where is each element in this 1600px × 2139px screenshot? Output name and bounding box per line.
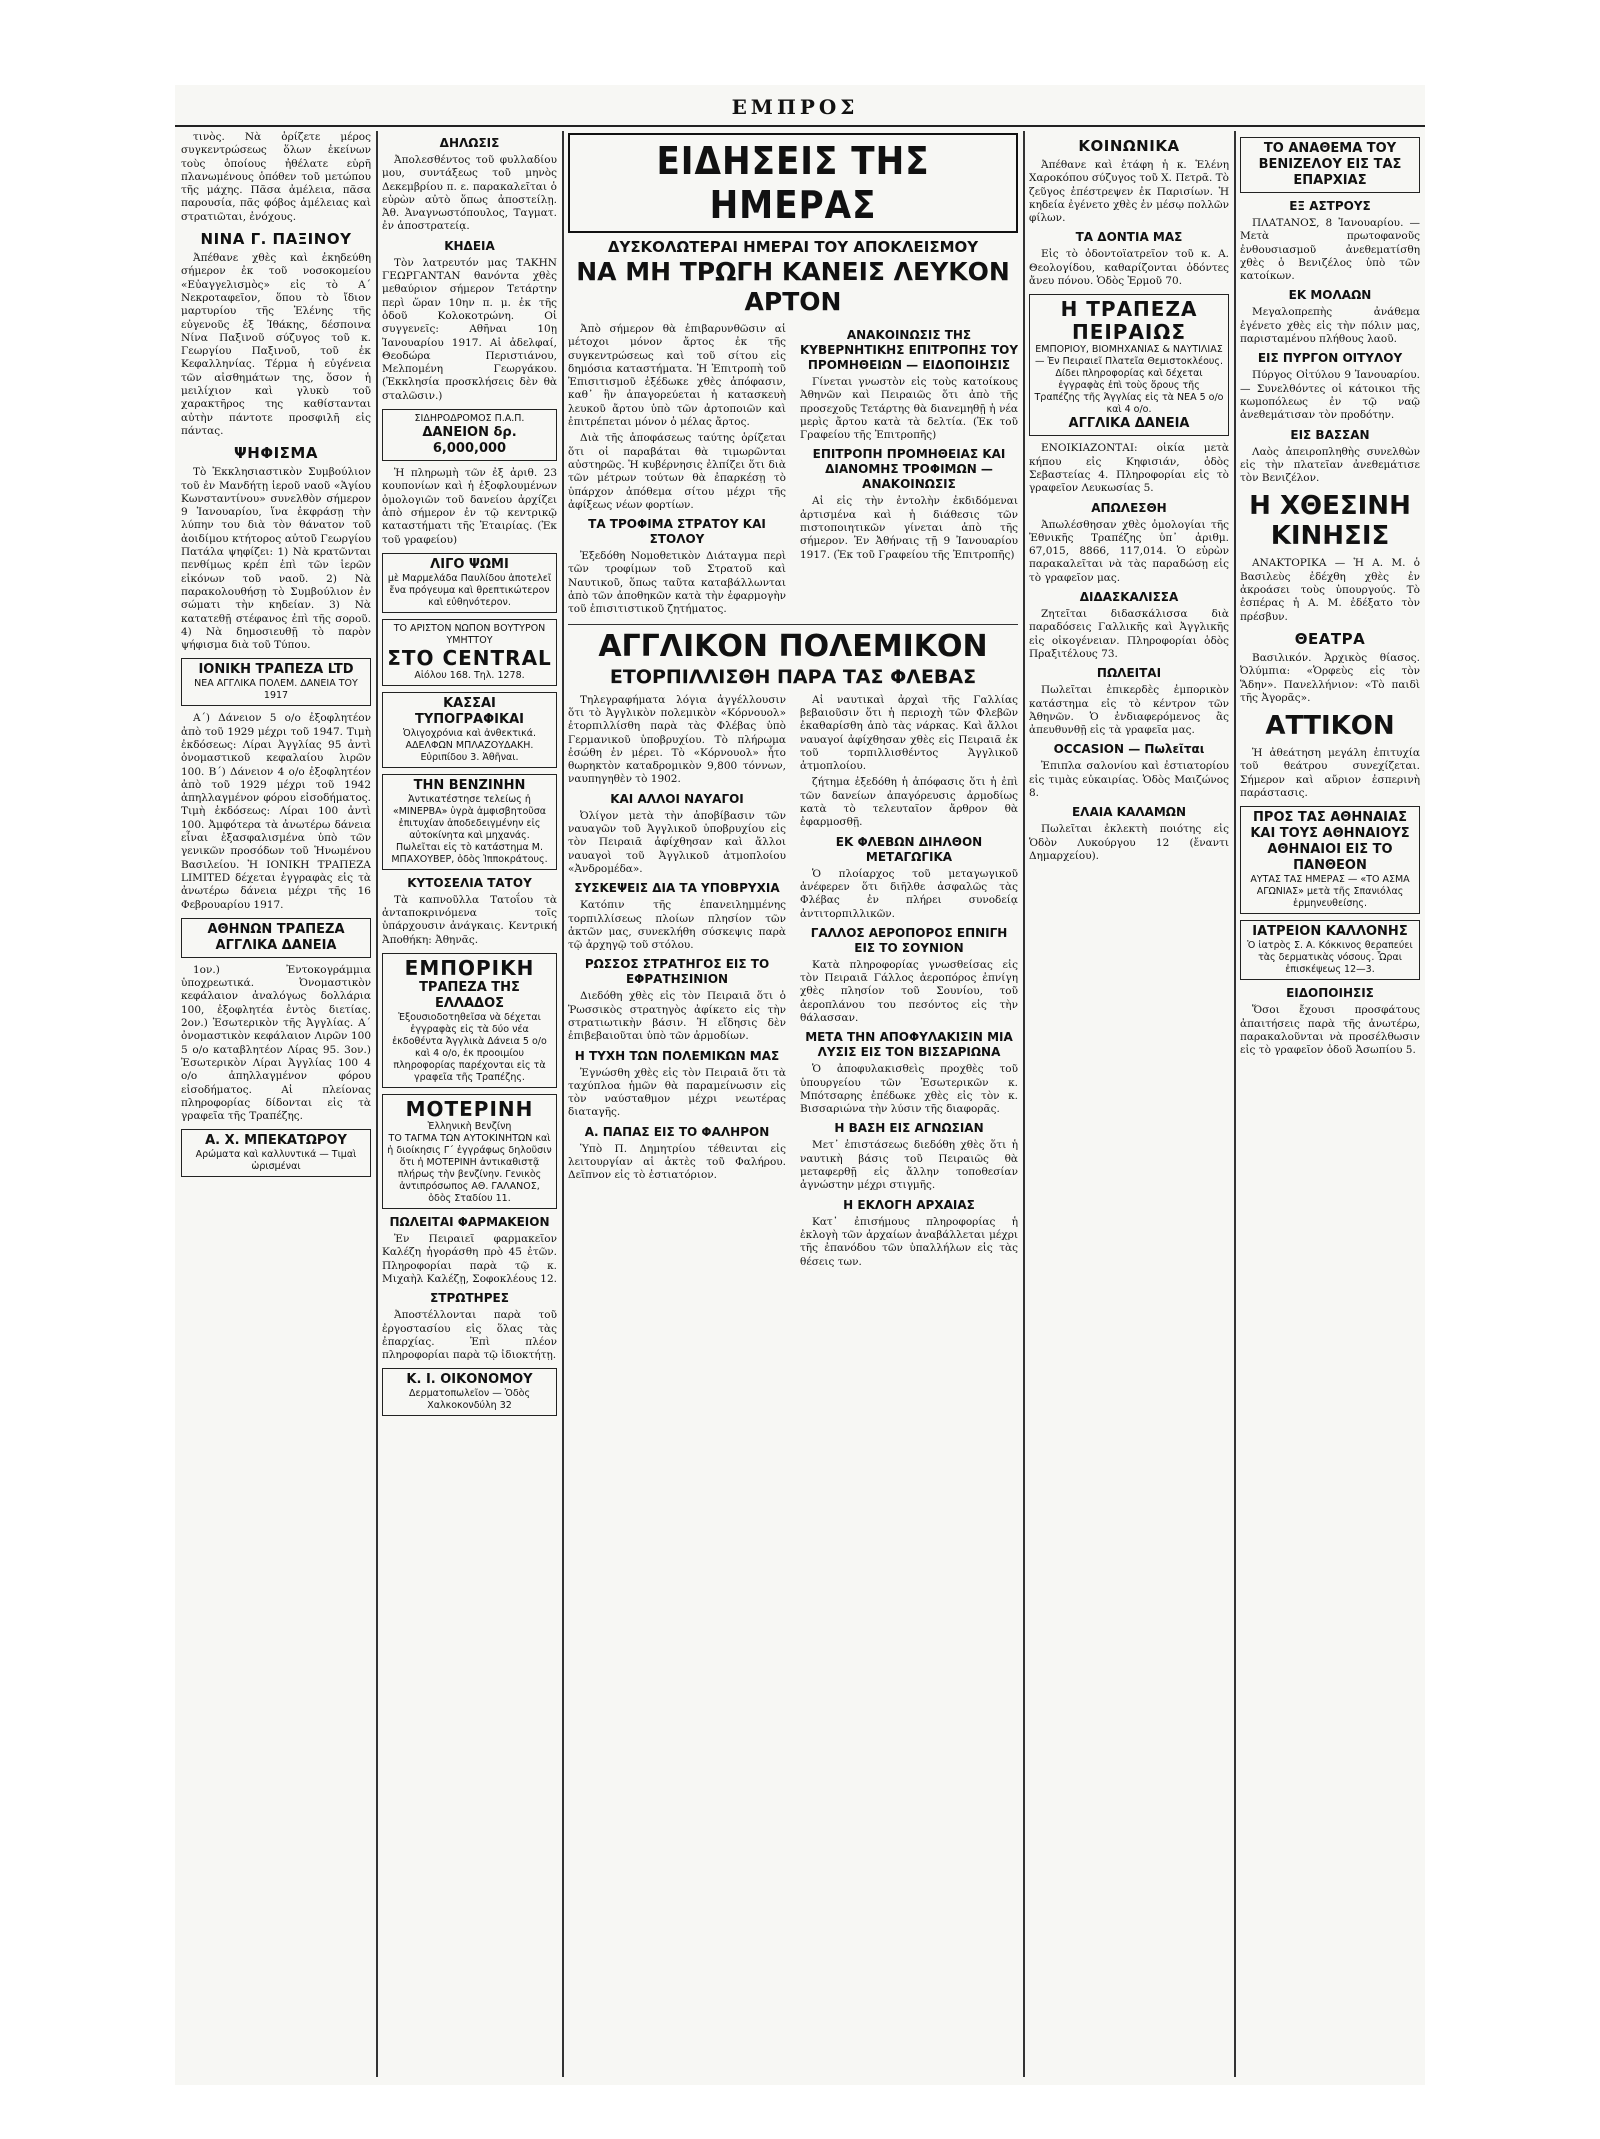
funeral-text: Τὸν λατρευτόν μας ΤΑΚΗΝ ΓΕΩΡΓΑΝΤΑΝ θανόντα χθὲς μεθαύριον σήμερον Τετάρτην περὶ ὥραν 10ην π. μ. ἐκ τῆς ὁδοῦ Κολοκοτρώνη. Οἱ συγγενεῖς: Αθῆναι 10ῃ Ἰανουαρίου 1917. Αἱ ἀδελφαί, Θεοδώρα Περιστιάνου, Μελπομένη Γεωργάκου. (Ἐκκλησία προσκλήσεις δὲν θὰ σταλῶσιν.) (382, 256, 557, 402)
athens-bank-title: ΑΘΗΝΩΝ ΤΡΑΠΕΖΑ (207, 921, 345, 937)
lead-deck-1: ΔΥΣΚΟΛΩΤΕΡΑΙ ΗΜΕΡΑΙ ΤΟΥ ΑΠΟΚΛΕΙΣΜΟΥ (607, 238, 979, 256)
teeth-text: Εἰς τὸ ὀδοντοϊατρεῖον τοῦ κ. Α. Θεολογίδου, καθαρίζονται ὀδόντες ἄνευ πόνου. Ὁδὸς Ἑρμοῦ 70. (1029, 248, 1229, 288)
railway-text: Ἡ πληρωμὴ τῶν ἐξ ἀριθ. 23 κουπονίων καὶ ἡ ἐξοφλουμένων ὁμολογιῶν τοῦ δανείου ἀρχίζει ἀπὸ σήμερον ἐν τῷ κεντρικῷ καταστήματι τῆς Ἑταιρίας. (Ἐκ τοῦ γραφείου) (382, 467, 557, 546)
fate-text: Ἐγνώσθη χθὲς εἰς τὸν Πειραιᾶ ὅτι τὰ ταχύπλοα ἡμῶν θὰ παραμείνωσιν εἰς τὸν ναύσταθμον μέχρι νεωτέρας διαταγῆς. (568, 1066, 786, 1119)
theatre-title: ΘΕΑΤΡΑ (1294, 629, 1366, 648)
news-block (568, 131, 1018, 2077)
ionian-bank-text: Α΄) Δάνειον 5 ο/ο ἐξοφλητέον ἀπὸ τοῦ 1929 μέχρι τοῦ 1947. Τιμὴ ἐκδόσεως: Λίραι Ἀγγλίας 95 ἀντὶ ὀνομαστικοῦ κεφαλαίου λιρῶν 100. Β΄) Δάνειον 4 ο/ο ἐξοφλητέον ἀπὸ τοῦ 1929 μέχρι τοῦ 1942 ἀπηλλαγμένον φόρου εἰσοδήματος. Τιμὴ ἐκδόσεως: Λίραι 100 ἀντὶ 100. Ἀμφότερα τὰ ἀνωτέρω δάνεια εἶναι ἐξασφαλισμένα ὑπὸ τῶν γενικῶν προσόδων τοῦ Ἡνωμένου Βασιλείου. Ἡ ΙΟΝΙΚΗ ΤΡΑΠΕΖΑ LIMITED δέχεται ἐγγραφὰς εἰς τὰ ἀνωτέρω δάνεια μέχρι τῆς 16 Φεβρουαρίου 1917. (181, 712, 371, 911)
supply-title: ΕΠΙΤΡΟΠΗ ΠΡΟΜΗΘΕΙΑΣ ΚΑΙ ΔΙΑΝΟΜΗΣ ΤΡΟΦΙΜΩΝ — ΑΝΑΚΟΙΝΩΣΙΣ (812, 447, 1006, 492)
army-text: Ἐξεδόθη Νομοθετικὸν Διάταγμα περὶ τῶν τροφίμων τοῦ Στρατοῦ καὶ Ναυτικοῦ, ὅπως ταῦτα καταβάλλωνται ἀπὸ τῶν ἀποθηκῶν κατὰ τὴν ἐφαρμογὴν τοῦ ἐπισιτιστικοῦ ζητήματος. (568, 550, 786, 616)
notice-text: Ἀπολεσθέντος τοῦ φυλλαδίου μου, συντάξεως τοῦ μηνὸς Δεκεμβρίου π. ε. παρακαλεῖται ὁ εὑρὼν αὐτὸ ὅπως ἀποστείλῃ. Ἀθ. Ἀναγνωστόπουλος, Ταγματ. ἐν ἀποστρατείᾳ. (382, 154, 557, 233)
athens-bank-subtitle: ΑΓΓΛΙΚΑ ΔΑΝΕΙΑ (215, 937, 337, 953)
pantheon-text: ΑΥΤΑΣ ΤΑΣ ΗΜΕΡΑΣ — «ΤΟ ΑΣΜΑ ΑΓΩΝΙΑΣ» μετὰ τῆς Σπανιόλας ἐρμηνευθείσης. (1250, 874, 1410, 910)
election-text: Κατ᾽ ἐπισήμους πληροφορίας ἡ ἐκλογὴ τῶν ἀρχαίων ἀναβάλλεται μέχρι τῆς ἐπανόδου τῶν ὑπαλλήλων εἰς τὰς θέσεις των. (800, 1215, 1018, 1268)
bekatorou-name: Α. Χ. ΜΠΕΚΑΤΩΡΟΥ (205, 1133, 347, 1149)
oikonomou-ad (382, 1368, 557, 1416)
column-1 (181, 131, 371, 2077)
piraeus-bank-subtitle: ΠΕΙΡΑΙΩΣ (1071, 320, 1187, 345)
teeth-title: ΤΑ ΔΟΝΤΙΑ ΜΑΣ (1075, 230, 1183, 245)
lost-text: Ἀπωλέσθησαν χθὲς ὀμολογίαι τῆς Ἐθνικῆς Τραπέζης ὑπ᾽ ἀριθμ. 67,015, 8866, 117,014. Ὁ εὑρὼν παρακαλεῖται νὰ τὰς παραδώσῃ εἰς τὸ γραφεῖον μας. (1029, 518, 1229, 584)
resolution-title: ΨΗΦΙΣΜΑ (234, 444, 318, 463)
column-rule (562, 131, 564, 2077)
shipwreck-title: ΚΑΙ ΑΛΛΟΙ ΝΑΥΑΓΟΙ (610, 791, 744, 806)
release-title: ΜΕΤΑ ΤΗΝ ΑΠΟΦΥΛΑΚΙΣΙΝ ΜΙΑ ΛΥΣΙΣ ΕΙΣ ΤΟΝ ΒΙΣΣΑΡΙΩΝΑ (805, 1030, 1013, 1060)
butter-store: ΣΤΟ CENTRAL (387, 645, 552, 670)
kidney-text: Τὰ καπνοῦλλα Τατοΐου τὰ ἀνταποκρινόμενα τοῖς ὑπάρχουσιν ἀνάγκαις. Κεντρική Ἀποθήκη: Ἀθηνᾶς. (382, 893, 557, 946)
commercial-bank-title: ΕΜΠΟΡΙΚΗ (404, 956, 535, 981)
commercial-bank-subtitle: ΤΡΑΠΕΖΑ ΤΗΣ ΕΛΛΑΔΟΣ (419, 980, 520, 1012)
moterini-title: ΜΟΤΕΡΙΝΗ (405, 1097, 534, 1122)
theatre-text: Βασιλικόν. Ἀρχικὸς θίασος. Ὀλύμπια: «Ὁρφεὺς εἰς τὸν Ἅδην». Πανελλήνιον: «Τὸ παιδὶ τῆς Ἀγορᾶς». (1240, 651, 1420, 704)
release-text: Ὁ ἀποφυλακισθεὶς προχθὲς τοῦ ὑπουργείου τῶν Ἐσωτερικῶν κ. Μπότσαρης ἐπέδωκε χθὲς εἰς τὸν κ. Βισσαριώνα τὴν λύσιν τῆς διαφορᾶς. (800, 1063, 1018, 1116)
bread-title: ΛΙΓΟ ΨΩΜΙ (430, 556, 509, 572)
gov-text: Γίνεται γνωστὸν εἰς τοὺς κατοίκους Ἀθηνῶν καὶ Πειραιῶς ὅτι ἀπὸ τῆς προσεχοῦς Τετάρτης θὰ διανεμηθῇ ἡ νέα μερὶς ἄρτου κατὰ τὰ δελτία. (Ἐκ τοῦ Γραφείου τῆς Ἐπιτροπῆς) (800, 376, 1018, 442)
airman-title: ΓΑΛΛΟΣ ΑΕΡΟΠΟΡΟΣ ΕΠΝΙΓΗ ΕΙΣ ΤΟ ΣΟΥΝΙΟΝ (810, 925, 1008, 955)
bekatorou-ad (181, 1129, 371, 1177)
pyrgos-title: ΕΙΣ ΠΥΡΓΟΝ ΟΙΤΥΛΟΥ (1257, 351, 1403, 366)
safes-ad (382, 692, 557, 768)
molaon-title: ΕΚ ΜΟΛΑΩΝ (1288, 288, 1372, 303)
petrol-ad (382, 774, 557, 870)
election-title: Η ΕΚΛΟΓΗ ΑΡΧΑΙΑΣ (843, 1197, 975, 1212)
commercial-bank-text: Ἐξουσιοδοτηθεῖσα νὰ δέχεται ἐγγραφὰς εἰς τὰ δύο νέα ἐκδοθέντα Ἀγγλικὰ Δάνεια 5 ο/ο καὶ 4 ο/ο, ἐκ προοιμίου πληροφορίας παρέχονται εἰς τὰ γραφεῖα τῆς Τραπέζης. (392, 1012, 547, 1084)
piraeus-bank-title: Η ΤΡΑΠΕΖΑ (1060, 297, 1198, 322)
war-text-b: Αἱ ναυτικαὶ ἀρχαὶ τῆς Γαλλίας βεβαιοῦσιν ὅτι ἡ περιοχὴ τῶν Φλεβῶν ἐκαθαρίσθη ἀπὸ τὰς νάρκας. Καὶ ἄλλοι ναυαγοί ἀφίχθησαν χθὲς εἰς Πειραιᾶ ἐκ τοῦ τορπιλλισθέντος Ἀγγλικοῦ ἀτμοπλοίου. (800, 693, 1018, 773)
butter-ad (382, 619, 557, 686)
notice2-title: ΕΙΔΟΠΟΙΗΣΙΣ (1286, 986, 1374, 1001)
ionian-bank-title: ΙΟΝΙΚΗ ΤΡΑΠΕΖΑ LTD (198, 662, 354, 678)
gov-title: ΑΝΑΚΟΙΝΩΣΙΣ ΤΗΣ ΚΥΒΕΡΝΗΤΙΚΗΣ ΕΠΙΤΡΟΠΗΣ ΤΟΥ ΠΡΟΜΗΘΕΙΩΝ — ΕΙΔΟΠΟΙΗΣΙΣ (800, 328, 1018, 372)
occasion-text: Ἐπιπλα σαλονίου καὶ ἐστιατορίου εἰς τιμὰς εὐκαιρίας. Ὁδὸς Μαιζώνος 8. (1029, 760, 1229, 800)
pharmacy-title: ΠΩΛΕΙΤΑΙ ΦΑΡΜΑΚΕΙΟΝ (389, 1215, 550, 1230)
war-subheadline: ΕΤΟΡΠΙΛΛΙΣΘΗ ΠΑΡΑ ΤΑΣ ΦΛΕΒΑΣ (609, 665, 977, 688)
column-5 (1029, 131, 1229, 2077)
concert-text: Ὑπὸ Π. Δημητρίου τέθεινται εἰς λειτουργίαν αἱ ἀκτὲς τοῦ Φαλήρου. Δεῖπνον εἰς τὸ ἑστιατόριον. (568, 1142, 786, 1182)
olives-title: ΕΛΑΙΑ ΚΑΛΑΜΩΝ (1071, 805, 1187, 820)
fate-title: Η ΤΥΧΗ ΤΩΝ ΠΟΛΕΜΙΚΩΝ ΜΑΣ (574, 1048, 780, 1063)
rent-text: ΕΝΟΙΚΙΑΖΟΝΤΑΙ: οἰκία μετὰ κήπου εἰς Κηφισιάν, ὁδὸς Σεβαστείας 4. Πληροφορίαι εἰς τὸ γραφεῖον Λευκωσίας 5. (1029, 442, 1229, 495)
russian-title: ΡΩΣΣΟΣ ΣΤΡΑΤΗΓΟΣ ΕΙΣ ΤΟ ΕΦΡΑΤΗΣΙΝΙΟΝ (584, 957, 770, 987)
base-text: Μετ᾽ ἐπιστάσεως διεδόθη χθὲς ὅτι ἡ ναυτικὴ βάσις τοῦ Πειραιῶς θὰ μεταφερθῇ εἰς ἄλλην τοποθεσίαν ἀγνώστην μέχρι στιγμῆς. (800, 1139, 1018, 1192)
war-columns (568, 694, 1018, 1272)
pharmacy-text: Ἐν Πειραιεῖ φαρμακεῖον Καλέζη ἠγοράσθη πρὸ 45 ἐτῶν. Πληροφορίαι παρὰ τῷ κ. Μιχαὴλ Καλέζῃ, Σοφοκλέους 12. (382, 1233, 557, 1285)
molaon-text: Μεγαλοπρεπὴς ἀνάθεμα ἐγένετο χθὲς εἰς τὴν πόλιν μας, παρισταμένου πλήθους λαοῦ. (1240, 306, 1420, 346)
moterini-subtitle: Ἑλληνικὴ Βενζίνη (427, 1121, 512, 1133)
bulletin-title: ΤΟ ΑΝΑΘΕΜΑ ΤΟΥ ΒΕΝΙΖΕΛΟΥ ΕΙΣ ΤΑΣ ΕΠΑΡΧΙΑΣ (1258, 141, 1402, 188)
piraeus-bank-text: ΕΜΠΟΡΙΟΥ, ΒΙΟΜΗΧΑΝΙΑΣ & ΝΑΥΤΙΛΙΑΣ — Ἐν Πειραιεῖ Πλατεῖα Θεμιστοκλέους. Δίδει πληροφορίας καὶ δέχεται ἐγγραφὰς ἐπὶ τοὺς ὅρους τῆς Τραπέζης τῆς Ἀγγλίας εἰς τὰ ΝΕΑ 5 ο/ο καὶ 4 ο/ο. (1034, 344, 1224, 416)
attikon-text: Ἡ ἀθεάτηση μεγάλη ἐπιτυχία τοῦ θεάτρου συνεχίζεται. Σήμερον καὶ αὔριον ἐσπερινὴ παράστασις. (1240, 747, 1420, 800)
safes-title: ΚΑΣΣΑΙ ΤΥΠΟΓΡΑΦΙΚΑΙ (415, 695, 524, 727)
continuation-text: ζήτημα ἐξεδόθη ἡ ἀπόφασις ὅτι ἡ ἐπὶ τῶν δανείων ἀπαγόρευσις ἀρμοδίως κατὰ τὸ τελευταῖον ἄρθρον θὰ ἐφαρμοσθῇ. (800, 776, 1018, 829)
social-text: Ἀπέθανε καὶ ἐτάφη ἡ κ. Ἑλένη Χαροκόπου σύζυγος τοῦ Χ. Πετρᾶ. Τὸ ζεῦγος ἐπέστρεψεν ἐκ Παρισίων. Ἡ κηδεία ἐγένετο χθὲς ἐν μέσῳ πολλῶν φίλων. (1029, 159, 1229, 225)
clinic-text: Ὁ ἰατρὸς Σ. Α. Κόκκινος θεραπεύει τὰς δερματικὰς νόσους. Ὧραι ἐπισκέψεως 12—3. (1247, 940, 1413, 976)
butter-address: Αἰόλου 168. Τηλ. 1278. (414, 669, 525, 681)
bulletin-text: ΠΛΑΤΑΝΟΣ, 8 Ἰανουαρίου. — Μετὰ πρωτοφανοῦς ἐνθουσιασμοῦ ἀνεθεματίσθη χθὲς ὁ Βενιζέλος ὑπὸ τῶν κατοίκων. (1240, 217, 1420, 283)
clinic-title: ΙΑΤΡΕΙΟΝ ΚΑΛΛΟΝΗΣ (1252, 924, 1408, 940)
petrol-text: Ἀντικατέστησε τελείως ἡ «ΜΙΝΕΡΒΑ» ὑγρὰ ἀμφισβητοῦσα ἐπιτυχίαν ἀποδεδειγμένην εἰς αὐτοκίνητα καὶ μηχανάς. Πωλεῖται εἰς τὸ κατάστημα Μ. ΜΠΑΧΟΥΒΕΡ, ὁδὸς Ἱπποκράτους. (391, 793, 548, 865)
olives-text: Πωλεῖται ἐκλεκτὴ ποιότης εἰς Ὁδὸν Λυκούργου 12 (ἔναντι Δημαρχείου). (1029, 823, 1229, 862)
railway-ad (382, 409, 557, 461)
petrol-title: ΤΗΝ ΒΕΝΖΙΝΗΝ (413, 777, 526, 793)
oikonomou-title: Κ. Ι. ΟΙΚΟΝΟΜΟΥ (406, 1372, 533, 1388)
moterini-text: ΤΟ ΤΑΓΜΑ ΤΩΝ ΑΥΤΟΚΙΝΗΤΩΝ καὶ ἡ διοίκησις Γ΄ ἐγγράφως δηλοῦσιν ὅτι ἡ ΜΟΤΕΡΙΝΗ ἀντικαθιστᾷ πλήρως τὴν βενζίνην. Γενικὸς ἀντιπρόσωπος ΑΘ. ΓΑΛΑΝΟΣ, ὁδὸς Σταδίου 11. (387, 1133, 552, 1205)
butter-title: ΤΟ ΑΡΙΣΤΟΝ ΝΩΠΟΝ ΒΟΥΤΥΡΟΝ ΥΜΗΤΤΟΥ (393, 622, 546, 646)
notice2-text: Ὅσοι ἔχουσι προσφάτους ἀπαιτήσεις παρὰ τῆς ἀνωτέρω, παρακαλοῦνται νὰ προσέλθωσιν εἰς τὸ γραφεῖον ὁδοῦ Ἀσωπίου 5. (1240, 1004, 1420, 1057)
corset-title: ΣΤΡΩΤΗΡΕΣ (430, 1291, 509, 1306)
moterini-ad (382, 1094, 557, 1209)
russian-text: Διεδόθη χθὲς εἰς τὸν Πειραιᾶ ὅτι ὁ Ῥωσσικὸς στρατηγὸς ἀφίκετο εἰς τὴν στρατιωτικὴν βάσιν. Ἡ εἴδησις δὲν ἐπιβεβαιοῦται ὑπὸ τῶν ἀρμοδίων. (568, 990, 786, 1043)
column-rule (1234, 131, 1236, 2077)
column-2 (382, 131, 557, 2077)
commercial-bank-ad (382, 953, 557, 1088)
divider (568, 624, 1018, 625)
safes-text: Ὀλιγοχρόνια καὶ ἀνθεκτικά. ΑΔΕΛΦΩΝ ΜΠΛΑΖΟΥΔΑΚΗ. Εὐριπίδου 3. Ἀθῆναι. (402, 727, 537, 763)
pantheon-ad (1240, 806, 1420, 914)
yesterday-text: ΑΝΑΚΤΟΡΙΚΑ — Ἡ Α. Μ. ὁ Βασιλεὺς ἐδέχθη χθὲς ἐν ἀκροάσει τοὺς ὑπουργούς. Τὸ ἐσπέρας ἡ Α. Μ. ἐδέξατο τὸν πρέσβυν. (1240, 557, 1420, 623)
resolution-text: Τὸ Ἐκκλησιαστικὸν Συμβούλιον τοῦ ἐν Μανδήτῃ ἱεροῦ ναοῦ «Ἁγίου Κωνσταντίνου» συνελθὸν σήμερον 9 Ἰανουαρίου, ἵνα ἐκφράσῃ τὴν λύπην του διὰ τὸν θάνατον τοῦ ἀοιδίμου κτήτορος αὐτοῦ Γεωργίου Πατάλα ψηφίζει: 1) Νὰ κρατῶνται πενθίμως κρέπ ἐπὶ τῶν ἱερῶν εἰκόνων τοῦ ναοῦ. 2) Νὰ παρακολουθήσῃ τὸ Συμβούλιον ἐν σώματι τὴν κηδείαν. 3) Νὰ κατατεθῇ στέφανος ἐπὶ τῆς σοροῦ. 4) Νὰ δημοσιευθῇ τὸ παρὸν ψήφισμα διὰ τοῦ Τύπου. (181, 466, 371, 652)
war-headline: ΑΓΓΛΙΚΟΝ ΠΟΛΕΜΙΚΟΝ (598, 628, 988, 664)
base-title: Η ΒΑΣΗ ΕΙΣ ΑΓΝΩΣΙΑΝ (834, 1121, 984, 1136)
news-banner: ΕΙΔΗΣΕΙΣ ΤΗΣ ΗΜΕΡΑΣ (568, 133, 1018, 233)
attikon-ad (1240, 711, 1420, 741)
social-title: ΚΟΙΝΩΝΙΚΑ (1078, 137, 1180, 155)
notice-title: ΔΗΛΩΣΙΣ (439, 136, 500, 150)
bulletin-box (1240, 137, 1420, 193)
yesterday-subtitle: ΚΙΝΗΣΙΣ (1270, 521, 1390, 552)
ionian-bank-ad (181, 658, 371, 706)
athens-bank-ad (181, 918, 371, 958)
pyrgos-text: Πύργος Οἰτύλου 9 Ἰανουαρίου. — Συνελθόντες οἱ κάτοικοι τῆς κωμοπόλεως ἐν τῷ ναῷ ἀνεθεμάτισαν τὸν προδότην. (1240, 369, 1420, 422)
bread-text: μὲ Μαρμελάδα Παυλίδου ἀποτελεῖ ἔνα πρόγευμα καὶ θρεπτικώτερον καὶ εὐθηνότερον. (387, 572, 552, 608)
sale-title: ΠΩΛΕΙΤΑΙ (1096, 666, 1162, 681)
occasion-title: OCCASION — Πωλεῖται (1053, 742, 1205, 757)
army-title: ΤΑ ΤΡΟΦΙΜΑ ΣΤΡΑΤΟΥ ΚΑΙ ΣΤΟΛΟΥ (588, 517, 766, 547)
vassa-text: Λαὸς ἀπειροπληθὴς συνελθὼν εἰς τὴν πλατεῖαν ἀνεθεμάτισε τὸν Βενιζέλον. (1240, 445, 1420, 485)
bread-ad (382, 553, 557, 613)
conference-text: Κατόπιν τῆς ἐπανειλημμένης τορπιλλίσεως πλοίων πλησίον τῶν ἀκτῶν μας, συνεκλήθη σύσκεψις παρὰ τῷ ἀρχηγῷ τοῦ στόλου. (568, 899, 786, 952)
lead-deck-2: ΝΑ ΜΗ ΤΡΩΓΗ ΚΑΝΕΙΣ ΛΕΥΚΟΝ ΑΡΤΟΝ (576, 257, 1010, 316)
teacher-title: ΔΙΔΑΣΚΑΛΙΣΣΑ (1079, 590, 1179, 605)
attikon-title: ΑΤΤΙΚΟΝ (1265, 711, 1395, 742)
bulletin-subtitle: ΕΞ ΑΣΤΡΟΥΣ (1289, 199, 1371, 213)
pantheon-subtitle: ΑΘΗΝΑΙΟΙ ΕΙΣ ΤΟ ΠΑΝΘΕΟΝ (1267, 842, 1393, 874)
corset-text: Ἀποστέλλονται παρὰ τοῦ ἐργοστασίου εἰς ὅλας τὰς ἐπαρχίας. Ἐπὶ πλέον πληροφορίαι παρὰ τῷ ἰδιοκτήτῃ. (382, 1309, 557, 1362)
bekatorou-sub: Αρώματα καὶ καλλυντικά — Τιμαὶ ὡρισμέναι (195, 1149, 357, 1173)
vassa-title: ΕΙΣ ΒΑΣΣΑΝ (1290, 427, 1370, 442)
lost-title: ΑΠΩΛΕΣΘΗ (1091, 500, 1167, 515)
oikonomou-text: Δερματοπωλεῖον — Ὁδὸς Χαλκοκονδύλη 32 (408, 1388, 531, 1412)
newspaper-page (175, 85, 1425, 2085)
piraeus-bank-ad (1029, 294, 1229, 436)
war-right (800, 694, 1018, 1272)
yesterday-title: Η ΧΘΕΣΙΝΗ (1249, 491, 1411, 522)
column-rule (376, 131, 378, 2077)
clinic-ad (1240, 920, 1420, 980)
pantheon-title: ΠΡΟΣ ΤΑΣ ΑΘΗΝΑΙΑΣ ΚΑΙ ΤΟΥΣ ΑΘΗΝΑΙΟΥΣ (1250, 810, 1410, 842)
soup-title: ΕΚ ΦΛΕΒΩΝ ΔΙΗΛΘΟΝ ΜΕΤΑΓΩΓΙΚΑ (835, 834, 983, 864)
war-left (568, 694, 786, 1272)
sale-text: Πωλεῖται ἐπικερδὲς ἐμπορικὸν κατάστημα εἰς τὸ κέντρον τῶν Ἀθηνῶν. Ὁ ἐνδιαφερόμενος ἂς ἀπευθυνθῇ εἰς τὰ γραφεῖα μας. (1029, 684, 1229, 737)
intro-text: τινὸς. Νὰ ὁρίζετε μέρος συγκεντρώσεως ὅλων ἐκείνων τοὺς ὁποίους ἠθέλατε εὑρῆ πλανωμένους ὁπόθεν τοῦ μετώπου τῆς μάχης. Πᾶσα ἀμέλεια, πᾶσα παρουσία, πᾶς φόβος ἀμέλειας καὶ στρατιῶται, ἐνόχους. (181, 131, 371, 223)
obituary-title: ΝΙΝΑ Γ. ΠΑΞΙΝΟΥ (200, 230, 352, 249)
railway-subtitle: ΔΑΝΕΙΟΝ δρ. 6,000,000 (422, 425, 517, 457)
piraeus-loans-title: ΑΓΓΛΙΚΑ ΔΑΝΕΙΑ (1068, 416, 1190, 432)
conference-title: ΣΥΣΚΕΨΕΙΣ ΔΙΑ ΤΑ ΥΠΟΒΡΥΧΙΑ (574, 881, 780, 896)
lead-text-a: Ἀπὸ σήμερον θὰ ἐπιβαρυνθῶσιν αἱ μέτοχοι μόνον ἄρτος ἐκ τῆς συγκεντρώσεως καὶ τοῦ σίτου εἰς δημόσια καταστήματα. Ἡ Ἐπιτροπὴ τοῦ Ἐπισιτισμοῦ ἐξέδωκε χθὲς ἀπόφασιν, καθ᾽ ἣν ἀπαγορεύεται ἡ κατασκευὴ λευκοῦ ἄρτου ὑπὸ τῶν ἀρτοποιῶν καὶ ἐπιτρέπεται μόνον ὁ μέλας ἄρτος. (568, 323, 786, 429)
teacher-text: Ζητεῖται διδασκάλισσα διὰ παραδόσεις Γαλλικῆς καὶ Ἀγγλικῆς εἰς οἰκογένειαν. Πληροφορίαι ὁδὸς Πραξιτέλους 73. (1029, 608, 1229, 660)
athens-bank-text: 1ον.) Ἐντοκογράμμια ὑποχρεωτικά. Ὀνομαστικὸν κεφάλαιον ἀναλόγως δολλάρια 100, ἐξοφλητέα ἐντὸς διετίας. 2ον.) Ἐσωτερικὸν τῆς Ἀγγλίας. Α΄ ὀνομαστικὸν κεφάλαιον Λιρῶν 100 5 ο/ο καταβλητέον Λίρας 95. 3ον.) Ἐσωτερικὸν Λίραι Ἀγγλίας 100 4 ο/ο ἀπηλλαγμένον φόρου εἰσοδήματος. Αἱ πλείονας πληροφορίας δίδονται εἰς τὰ γραφεῖα τῆς Τραπέζης. (181, 963, 371, 1123)
ionian-bank-subtitle: ΝΕΑ ΑΓΓΛΙΚΑ ΠΟΛΕΜ. ΔΑΝΕΙΑ ΤΟΥ 1917 (194, 678, 358, 702)
column-6 (1240, 131, 1420, 2077)
obituary-text: Ἀπέθανε χθὲς καὶ ἐκηδεύθη σήμερον ἐκ τοῦ νοσοκομείου «Εὐαγγελισμὸς» εἰς τὸ Α΄ Νεκροταφεῖον, ὅπου τὸ ἴδιον μαρτυρίου τῆς Ἐλένης τῆς εὐγενοῦς ἐξ Ἰθάκης, δέσποινα Νίνα Παξινοῦ σύζυγος τοῦ κ. Γεωργίου Παξινοῦ, τοῦ ἐκ Κεφαλληνίας. Τέρμα ἡ εὐγένεια τῶν αἰσθημάτων της, ὅσον ἡ μειλίχιον καὶ γλυκὺ τοῦ χαρακτῆρος της καθίστανται αὐτὴν πάντοτε προσφιλῆ εἰς πάντας. (181, 252, 371, 437)
lead-left (568, 323, 786, 620)
lead-right (800, 323, 1018, 620)
shipwreck-text: Ὀλίγον μετὰ τὴν ἀποβίβασιν τῶν ναυαγῶν τοῦ Ἀγγλικοῦ ὑποβρυχίου εἰς τὸν Πειραιᾶ ἀφίχθησαν καὶ ἄλλοι ναυαγοὶ τοῦ Ἀγγλικοῦ ἀτμοπλοίου «Ἀνδρομέδα». (568, 809, 786, 875)
soup-text: Ὁ πλοίαρχος τοῦ μεταγωγικοῦ ἀνέφερεν ὅτι διῆλθε ἀσφαλῶς τὰς Φλέβας ἐν πλήρει συνοδείᾳ ἀντιτορπιλλικῶν. (800, 867, 1018, 920)
railway-title: ΣΙΔΗΡΟΔΡΟΜΟΣ Π.Α.Π. (414, 413, 525, 425)
column-rule (1023, 131, 1025, 2077)
masthead-rule (175, 125, 1425, 127)
lead-text-b: Διὰ τῆς ἀποφάσεως ταύτης ὁρίζεται ὅτι οἱ παραβάται θὰ τιμωρῶνται αὐστηρῶς. Ἡ κυβέρνησις ἐλπίζει ὅτι διὰ τῶν μέτρων τούτων θὰ ἐπαρκέσῃ τὸ ὑπάρχον ἀπόθεμα σίτου μέχρι τῆς ἀφίξεως νέων φορτίων. (568, 432, 786, 511)
kidney-title: ΚΥΤΟΣΕΛΙΑ ΤΑΤΟΥ (407, 875, 532, 890)
concert-title: Α. ΠΑΠΑΣ ΕΙΣ ΤΟ ΦΑΛΗΡΟΝ (584, 1124, 770, 1139)
lead-columns (568, 323, 1018, 620)
funeral-title: ΚΗΔΕΙΑ (444, 238, 495, 253)
war-text-a: Τηλεγραφήματα λόγια ἀγγέλλουσιν ὅτι τὸ Ἀγγλικὸν πολεμικὸν «Κόρνουολ» ἐτορπιλλίσθη παρὰ τὰς Φλέβας ὑπὸ Γερμανικοῦ ὑποβρυχίου. Τὸ πλήρωμα ἐσώθη ἐν μέρει. Τὸ «Κόρνουολ» ἦτο θωρηκτὸν καταδρομικὸν 9,800 τόννων, ναυπηγηθὲν τὸ 1902. (568, 693, 786, 786)
supply-text: Αἱ εἰς τὴν ἐντολὴν ἐκδιδόμεναι ἀρτισμένα καὶ ἡ διάθεσις τῶν πιστοποιητικῶν γίνεται ἀπὸ τῆς σήμερον. Ἐν Ἀθήναις τῇ 9 Ἰανουαρίου 1917. (Ἐκ τοῦ Γραφείου τῆς Ἐπιτροπῆς) (800, 495, 1018, 561)
airman-text: Κατὰ πληροφορίας γνωσθείσας εἰς τὸν Πειραιᾶ Γάλλος ἀεροπόρος ἐπνίγη χθὲς πλησίον τοῦ Σουνίου, τοῦ ἀεροπλάνου του πεσόντος εἰς τὴν θάλασσαν. (800, 958, 1018, 1024)
masthead: ΕΜΠΡΟΣ (731, 95, 859, 119)
yesterday-movement (1240, 491, 1420, 551)
